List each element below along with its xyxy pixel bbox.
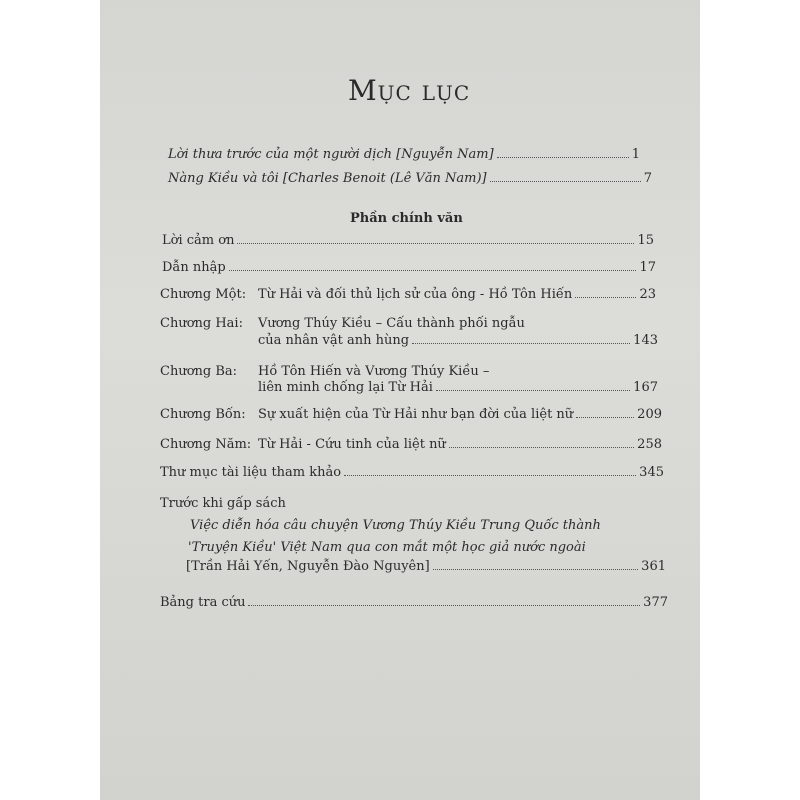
- leader-dots: [344, 474, 636, 476]
- toc-entry-page: 23: [639, 287, 656, 302]
- chapter-label: Chương Ba:: [160, 364, 238, 379]
- toc-entry-chapter-5: [160, 434, 662, 452]
- appendix-title-line-1: Việc diễn hóa câu chuyện Vương Thúy Kiều Trung Quốc thành: [190, 518, 601, 533]
- chapter-label: Chương Năm:: [160, 437, 252, 452]
- toc-entry-page: 345: [639, 465, 664, 480]
- page-title: Mục lục: [348, 74, 471, 107]
- leader-dots: [237, 242, 634, 244]
- appendix-title-line-2: 'Truyện Kiều' Việt Nam qua con mắt một học giả nước ngoài: [188, 540, 586, 555]
- toc-entry-title: Lời cảm ơn: [162, 233, 235, 248]
- toc-entry-page: 7: [643, 171, 652, 186]
- toc-entry-page: 377: [643, 595, 668, 610]
- toc-entry-chapter-4: [160, 404, 662, 422]
- chapter-label: Chương Bốn:: [160, 407, 246, 422]
- chapter-label: Chương Một:: [160, 287, 247, 302]
- toc-entry-page: 167: [633, 380, 658, 395]
- toc-entry-page: 258: [637, 437, 662, 452]
- leader-dots: [229, 269, 637, 271]
- toc-entry-page: 1: [631, 147, 640, 162]
- toc-entry-chapter-1: [160, 284, 656, 302]
- toc-entry-bibliography: [160, 462, 664, 480]
- toc-entry-front-2: [168, 168, 652, 186]
- toc-entry-page: 209: [637, 407, 662, 422]
- toc-entry-title: Từ Hải và đối thủ lịch sử của ông - Hồ Tôn Hiến: [258, 287, 573, 302]
- toc-entry: [162, 257, 656, 275]
- leader-dots: [436, 389, 630, 391]
- toc-entry-title: Nàng Kiều và tôi [Charles Benoit (Lê Văn Nam)]: [168, 171, 487, 186]
- toc-entry-title: Dẫn nhập: [162, 260, 226, 275]
- toc-entry-index: [160, 592, 668, 610]
- toc-entry-title-line-2: của nhân vật anh hùng: [258, 333, 410, 348]
- leader-dots: [497, 156, 629, 158]
- toc-entry: [162, 230, 654, 248]
- toc-entry-front-1: [168, 144, 640, 162]
- toc-entry-page: 143: [633, 333, 658, 348]
- leader-dots: [433, 568, 638, 570]
- toc-entry-page: 17: [639, 260, 656, 275]
- toc-entry-title-line-1: Hồ Tôn Hiến và Vương Thúy Kiều –: [258, 364, 490, 379]
- toc-entry-chapter-3-cont: [258, 377, 658, 395]
- appendix-heading: Trước khi gấp sách: [160, 496, 286, 511]
- toc-entry-page: 361: [641, 559, 666, 574]
- toc-entry-title: Bảng tra cứu: [160, 595, 246, 610]
- toc-entry-title: Lời thưa trước của một người dịch [Nguyễn Nam]: [168, 147, 494, 162]
- toc-entry-chapter-2: [160, 316, 525, 331]
- section-heading: Phần chính văn: [350, 211, 463, 226]
- toc-entry-chapter-2-cont: [258, 330, 658, 348]
- appendix-authors: [Trần Hải Yến, Nguyễn Đào Nguyên]: [186, 559, 430, 574]
- leader-dots: [449, 446, 634, 448]
- book-page: [100, 0, 700, 800]
- leader-dots: [576, 416, 634, 418]
- toc-entry-title: Sự xuất hiện của Từ Hải như bạn đời của liệt nữ: [258, 407, 574, 422]
- chapter-label: Chương Hai:: [160, 316, 243, 331]
- leader-dots: [490, 180, 641, 182]
- leader-dots: [575, 296, 636, 298]
- toc-entry-title: Từ Hải - Cứu tinh của liệt nữ: [258, 437, 446, 452]
- toc-entry-title: Thư mục tài liệu tham khảo: [160, 465, 342, 480]
- leader-dots: [248, 604, 640, 606]
- toc-entry-title-line-2: liên minh chống lại Từ Hải: [258, 380, 433, 395]
- appendix-authors-entry: [186, 556, 666, 574]
- toc-entry-title-line-1: Vương Thúy Kiều – Cấu thành phối ngẫu: [258, 316, 525, 331]
- toc-entry-page: 15: [637, 233, 654, 248]
- leader-dots: [412, 342, 630, 344]
